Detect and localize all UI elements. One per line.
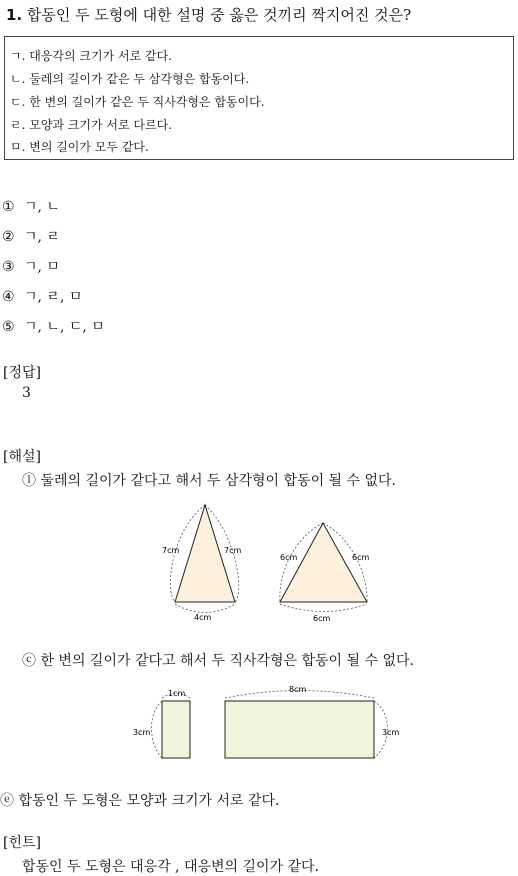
narrow-rect-height-label: 3cm bbox=[133, 728, 151, 737]
right-triangle-side-label: 6cm bbox=[280, 553, 298, 562]
choice-3[interactable] bbox=[2, 256, 60, 276]
narrow-rectangle bbox=[162, 701, 190, 758]
right-triangle-base-label: 6cm bbox=[313, 614, 331, 623]
explanation-line-1: ⓛ 둘레의 길이가 같다고 해서 두 삼각형이 합동이 될 수 없다. bbox=[22, 473, 397, 489]
choice-2[interactable] bbox=[2, 226, 60, 246]
triangles-figure bbox=[150, 497, 410, 627]
question-number: 1. bbox=[6, 6, 23, 24]
equilateral-triangle bbox=[280, 523, 370, 602]
explanation-heading: [해설] bbox=[3, 449, 41, 465]
left-triangle-side-label: 7cm bbox=[224, 546, 242, 555]
statement-item: ㄷ. 한 변의 길이가 같은 두 직사각형은 합동이다. bbox=[10, 95, 265, 109]
wide-rect-height-label: 3cm bbox=[382, 728, 400, 737]
statement-item: ㄹ. 모양과 크기가 서로 다르다. bbox=[10, 118, 172, 132]
dashed-arc bbox=[280, 604, 367, 612]
wide-rect-width-label: 8cm bbox=[289, 685, 307, 694]
answer-value: 3 bbox=[22, 385, 31, 401]
choice-marker: ⑤ bbox=[2, 319, 15, 335]
question-text: 합동인 두 도형에 대한 설명 중 옳은 것끼리 짝지어진 것은? bbox=[26, 6, 412, 24]
narrow-rect-width-label: 1cm bbox=[168, 689, 186, 698]
choice-text: ㄱ, ㄹ bbox=[24, 229, 60, 245]
question-title bbox=[6, 4, 411, 25]
statement-item: ㄴ. 둘레의 길이가 같은 두 삼각형은 합동이다. bbox=[10, 72, 250, 86]
right-triangle-side-label: 6cm bbox=[352, 553, 370, 562]
wide-rectangle bbox=[225, 701, 374, 758]
dashed-arc bbox=[175, 604, 235, 613]
rectangles-figure bbox=[130, 683, 410, 768]
choice-marker: ② bbox=[2, 229, 15, 245]
choice-5[interactable] bbox=[2, 316, 105, 336]
hint-text: 합동인 두 도형은 대응각 , 대응변의 길이가 같다. bbox=[22, 859, 320, 875]
choice-text: ㄱ, ㅁ bbox=[24, 259, 60, 275]
hint-heading: [힌트] bbox=[3, 835, 41, 851]
explanation-line-2: ⓒ 한 변의 길이가 같다고 해서 두 직사각형은 합동이 될 수 없다. bbox=[22, 653, 414, 669]
explanation-line-3: ⓔ 합동인 두 도형은 모양과 크기가 서로 같다. bbox=[0, 793, 280, 809]
choice-4[interactable] bbox=[2, 286, 82, 306]
statement-item: ㅁ. 변의 길이가 모두 같다. bbox=[10, 140, 149, 154]
choice-marker: ④ bbox=[2, 289, 15, 305]
choice-marker: ③ bbox=[2, 259, 15, 275]
choice-marker: ① bbox=[2, 199, 15, 215]
statement-item: ㄱ. 대응각의 크기가 서로 같다. bbox=[10, 49, 172, 63]
left-triangle-base-label: 4cm bbox=[194, 613, 212, 622]
left-triangle-side-label: 7cm bbox=[162, 546, 180, 555]
choice-text: ㄱ, ㄹ, ㅁ bbox=[24, 289, 83, 305]
answer-heading: [정답] bbox=[3, 365, 41, 381]
choice-text: ㄱ, ㄴ bbox=[24, 199, 60, 215]
dashed-arc bbox=[152, 701, 163, 758]
statement-box bbox=[4, 36, 514, 160]
choice-1[interactable] bbox=[2, 196, 60, 216]
choice-text: ㄱ, ㄴ, ㄷ, ㅁ bbox=[24, 319, 105, 335]
